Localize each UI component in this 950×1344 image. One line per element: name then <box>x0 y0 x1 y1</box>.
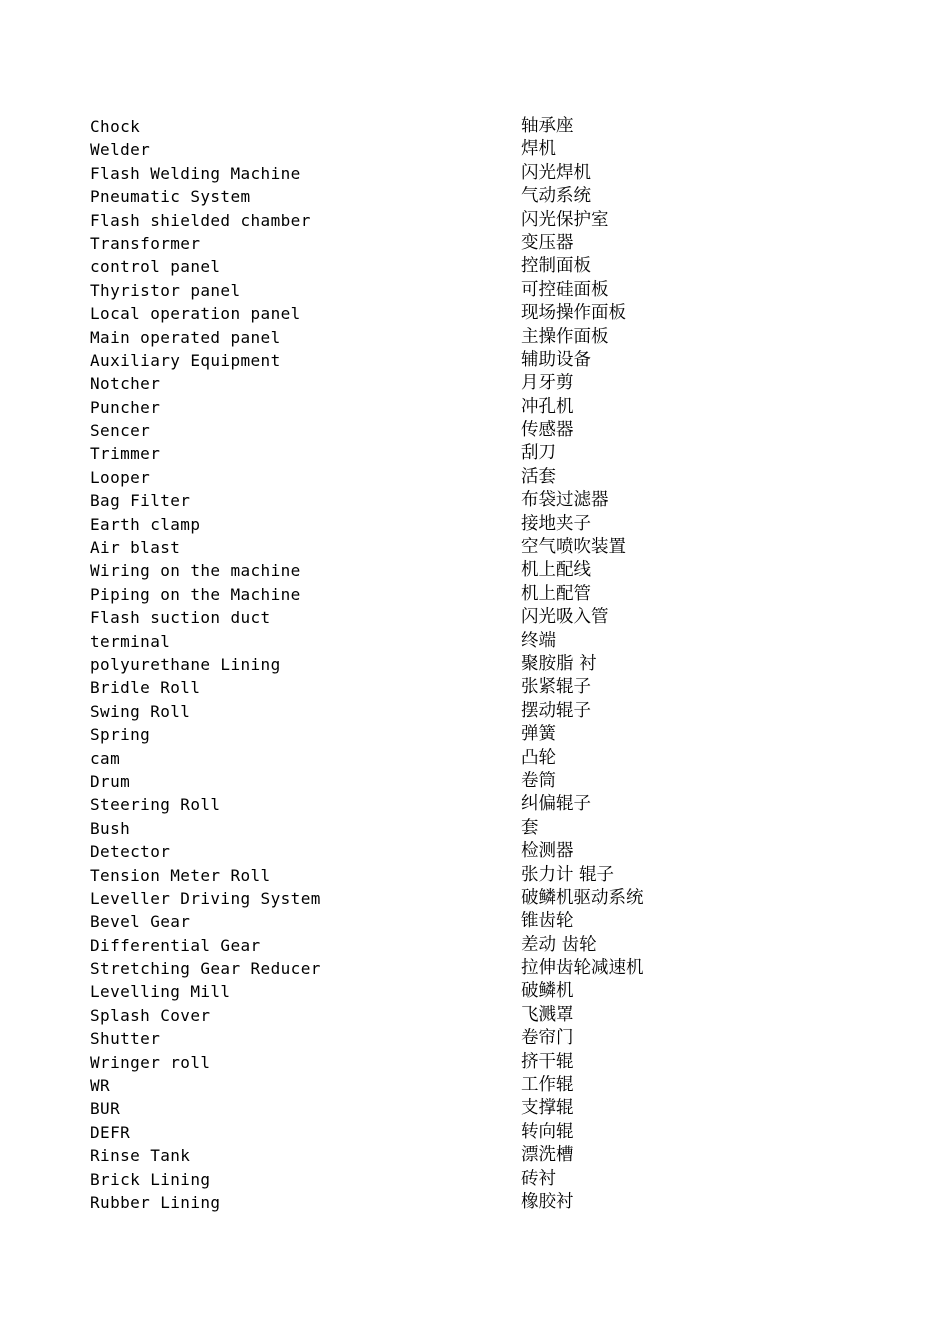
chinese-term: 冲孔机 <box>521 396 574 417</box>
english-term: Stretching Gear Reducer <box>90 959 321 979</box>
chinese-term: 卷帘门 <box>521 1028 574 1049</box>
english-term: Detector <box>90 842 171 862</box>
glossary-row <box>90 934 710 957</box>
english-term: Tension Meter Roll <box>90 865 271 885</box>
english-term: Brick Lining <box>90 1169 211 1189</box>
chinese-term: 弹簧 <box>521 724 556 745</box>
glossary-row <box>90 1074 710 1097</box>
glossary-row <box>90 232 710 255</box>
english-term: Piping on the Machine <box>90 584 301 604</box>
glossary-row <box>90 1144 710 1167</box>
english-term: Earth clamp <box>90 514 201 534</box>
glossary-row <box>90 1121 710 1144</box>
english-term: Leveller Driving System <box>90 888 321 908</box>
chinese-term: 接地夹子 <box>521 513 591 534</box>
glossary-row <box>90 1051 710 1074</box>
english-term: Flash shielded chamber <box>90 210 311 230</box>
glossary-row <box>90 1168 710 1191</box>
chinese-term: 锥齿轮 <box>521 911 574 932</box>
english-term: Bag Filter <box>90 491 191 511</box>
english-term: Differential Gear <box>90 935 261 955</box>
glossary-row <box>90 887 710 910</box>
english-term: Sencer <box>90 421 151 441</box>
glossary-row <box>90 138 710 161</box>
english-term: Splash Cover <box>90 1005 211 1025</box>
chinese-term: 月牙剪 <box>521 373 574 394</box>
english-term: Puncher <box>90 397 161 417</box>
chinese-term: 机上配线 <box>521 560 591 581</box>
english-term: Wiring on the machine <box>90 561 301 581</box>
glossary-row <box>90 676 710 699</box>
glossary-row <box>90 770 710 793</box>
chinese-term: 活套 <box>521 466 556 487</box>
glossary-row <box>90 840 710 863</box>
chinese-term: 聚胺脂 衬 <box>521 653 597 674</box>
chinese-term: 闪光焊机 <box>521 162 591 183</box>
chinese-term: 挤干辊 <box>521 1051 574 1072</box>
chinese-term: 套 <box>521 817 539 838</box>
chinese-term: 检测器 <box>521 841 574 862</box>
english-term: Swing Roll <box>90 701 191 721</box>
glossary-row <box>90 864 710 887</box>
english-term: Main operated panel <box>90 327 281 347</box>
glossary-row <box>90 489 710 512</box>
chinese-term: 破鳞机驱动系统 <box>521 887 644 908</box>
chinese-term: 支撑辊 <box>521 1098 574 1119</box>
english-term: Bevel Gear <box>90 912 191 932</box>
glossary-row <box>90 513 710 536</box>
glossary-row <box>90 115 710 138</box>
chinese-term: 张力计 辊子 <box>521 864 615 885</box>
glossary-row <box>90 466 710 489</box>
chinese-term: 飞溅罩 <box>521 1004 574 1025</box>
chinese-term: 差动 齿轮 <box>521 934 597 955</box>
english-term: Transformer <box>90 233 201 253</box>
english-term: cam <box>90 748 121 768</box>
english-term: control panel <box>90 257 221 277</box>
glossary-row <box>90 559 710 582</box>
glossary-row <box>90 606 710 629</box>
glossary-row <box>90 302 710 325</box>
english-term: Local operation panel <box>90 304 301 324</box>
chinese-term: 主操作面板 <box>521 326 609 347</box>
chinese-term: 张紧辊子 <box>521 677 591 698</box>
english-term: Rinse Tank <box>90 1146 191 1166</box>
chinese-term: 辅助设备 <box>521 349 591 370</box>
chinese-term: 可控硅面板 <box>521 279 609 300</box>
glossary-row <box>90 1027 710 1050</box>
glossary-row <box>90 793 710 816</box>
glossary-row <box>90 653 710 676</box>
glossary-row <box>90 279 710 302</box>
glossary-row <box>90 723 710 746</box>
english-term: Trimmer <box>90 444 161 464</box>
glossary-row <box>90 536 710 559</box>
english-term: terminal <box>90 631 171 651</box>
english-term: DEFR <box>90 1122 131 1142</box>
english-term: Chock <box>90 117 141 136</box>
glossary-row <box>90 209 710 232</box>
english-term: Looper <box>90 467 151 487</box>
glossary-row <box>90 1097 710 1120</box>
glossary-row <box>90 817 710 840</box>
glossary-row <box>90 255 710 278</box>
chinese-term: 气动系统 <box>521 186 591 207</box>
english-term: Flash suction duct <box>90 608 271 628</box>
chinese-term: 变压器 <box>521 232 574 253</box>
english-term: Pneumatic System <box>90 187 251 207</box>
glossary-row <box>90 1004 710 1027</box>
english-term: Steering Roll <box>90 795 221 815</box>
glossary-row <box>90 442 710 465</box>
glossary-row <box>90 326 710 349</box>
english-term: Air blast <box>90 538 181 558</box>
english-term: Bush <box>90 818 131 838</box>
english-term: Flash Welding Machine <box>90 163 301 183</box>
glossary-row <box>90 162 710 185</box>
chinese-term: 传感器 <box>521 420 574 441</box>
chinese-term: 拉伸齿轮减速机 <box>521 958 644 979</box>
english-term: Shutter <box>90 1029 161 1049</box>
chinese-term: 轴承座 <box>521 116 574 136</box>
chinese-term: 控制面板 <box>521 256 591 277</box>
glossary-table <box>90 115 710 1214</box>
english-term: Rubber Lining <box>90 1192 221 1212</box>
chinese-term: 终端 <box>521 630 556 651</box>
english-term: Notcher <box>90 374 161 394</box>
glossary-row <box>90 419 710 442</box>
glossary-row <box>90 747 710 770</box>
chinese-term: 闪光吸入管 <box>521 607 609 628</box>
glossary-row <box>90 1191 710 1214</box>
english-term: Levelling Mill <box>90 982 231 1002</box>
chinese-term: 焊机 <box>521 139 556 160</box>
glossary-row <box>90 349 710 372</box>
chinese-term: 布袋过滤器 <box>521 490 609 511</box>
chinese-term: 空气喷吹装置 <box>521 537 626 558</box>
chinese-term: 摆动辊子 <box>521 700 591 721</box>
english-term: WR <box>90 1076 111 1096</box>
english-term: Thyristor panel <box>90 280 241 300</box>
chinese-term: 凸轮 <box>521 747 556 768</box>
english-term: BUR <box>90 1099 121 1119</box>
chinese-term: 卷筒 <box>521 770 556 791</box>
glossary-row <box>90 957 710 980</box>
glossary-row <box>90 700 710 723</box>
glossary-row <box>90 185 710 208</box>
chinese-term: 纠偏辊子 <box>521 794 591 815</box>
glossary-row <box>90 396 710 419</box>
chinese-term: 橡胶衬 <box>521 1191 574 1212</box>
english-term: Spring <box>90 725 151 745</box>
chinese-term: 刮刀 <box>521 443 556 464</box>
chinese-term: 闪光保护室 <box>521 209 609 230</box>
chinese-term: 漂洗槽 <box>521 1145 574 1166</box>
chinese-term: 现场操作面板 <box>521 303 626 324</box>
english-term: Welder <box>90 140 151 160</box>
chinese-term: 转向辊 <box>521 1121 574 1142</box>
english-term: polyurethane Lining <box>90 654 281 674</box>
chinese-term: 破鳞机 <box>521 981 574 1002</box>
glossary-row <box>90 980 710 1003</box>
chinese-term: 砖衬 <box>521 1168 556 1189</box>
english-term: Wringer roll <box>90 1052 211 1072</box>
english-term: Bridle Roll <box>90 678 201 698</box>
glossary-row <box>90 372 710 395</box>
english-term: Drum <box>90 771 131 791</box>
glossary-row <box>90 630 710 653</box>
glossary-row <box>90 910 710 933</box>
english-term: Auxiliary Equipment <box>90 350 281 370</box>
chinese-term: 工作辊 <box>521 1075 574 1096</box>
glossary-row <box>90 583 710 606</box>
chinese-term: 机上配管 <box>521 583 591 604</box>
